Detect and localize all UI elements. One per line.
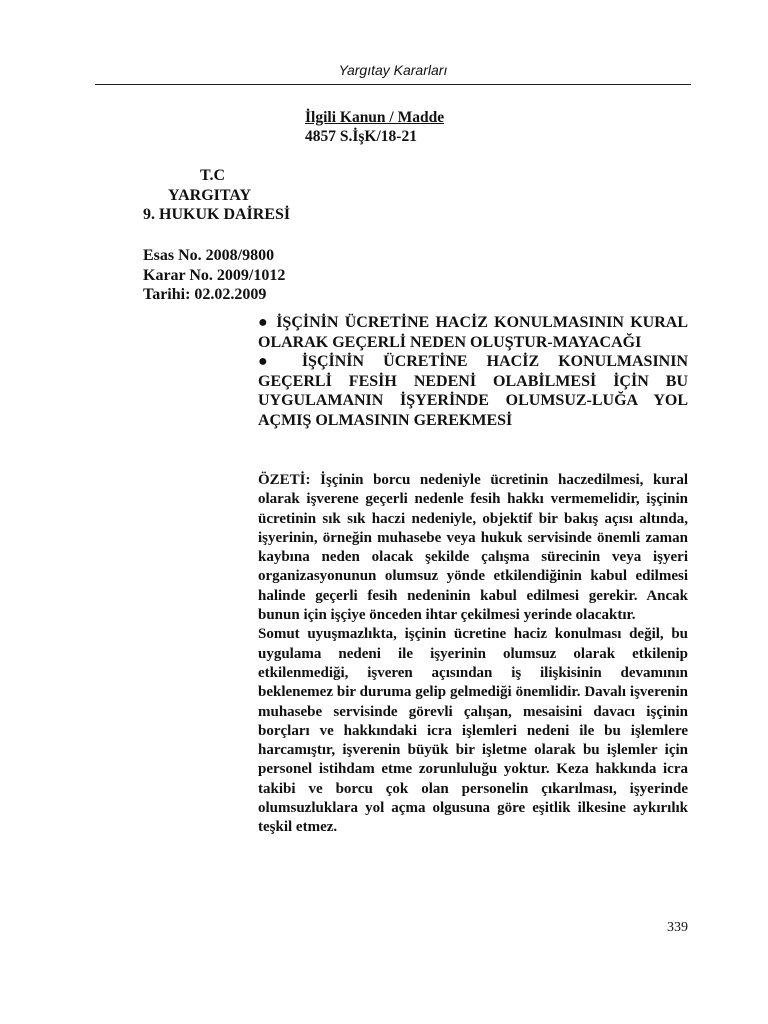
heading-1: ● İŞÇİNİN ÜCRETİNE HACİZ KONULMASININ KURAL OLARAK GEÇERLİ NEDEN OLUŞTUR-MAYACAĞI: [258, 314, 688, 351]
case-date: Tarihi: 02.02.2009: [143, 286, 267, 303]
summary-paragraph-1: ÖZETİ: İşçinin borcu nedeniyle ücretinin haczedilmesi, kural olarak işverene geçerli nedenle fesih hakkı vermemelidir, işçinin ücretinin sık sık haczi nedeniyle, objektif bir bakış açısı altında, işyerinin, örneğin muhasebe veya hukuk servisinde önemli zaman kaybına neden olacak şekilde çalışma sürecinin veya işyeri organizasyonunun olumsuz yönde etkilendiğinin kabul edilmesi halinde geçerli fesih nedeninin kabul edilmesi gerekir. Ancak bunun için işçiye önceden ihtar çekilmesi yerinde olacaktır.: [258, 472, 688, 624]
page-number: 339: [667, 920, 688, 935]
case-esas-number: Esas No. 2008/9800: [143, 247, 275, 264]
running-header: Yargıtay Kararları: [338, 62, 448, 78]
court-block: [143, 166, 290, 225]
case-info: [143, 246, 285, 305]
summary-paragraph-2: Somut uyuşmazlıkta, işçinin ücretine haciz konulması değil, bu uygulama nedeni ile işyerinin olumsuz olarak etkilenip etkilenmediği, işveren açısından iş ilişkisinin devamının beklenemez bir duruma gelip gelmediği önemlidir. Davalı işverenin muhasebe servisinde görevli çalışan, mesaisini davacı işçinin borçları ve hakkındaki icra işlemleri nedeni ile bu işlemlere harcamıştır, işverenin büyük bir işletme olarak bu işlemler için personel istihdam etme zorunluluğu yoktur. Keza hakkında icra takibi ve borcu çok olan personelin çıkarılması, işyerinde olumsuzluklara yol açma olgusuna göre eşitlik ilkesine aykırılık teşkil etmez.: [258, 626, 688, 836]
decision-headings: [258, 313, 688, 430]
heading-2: ● İŞÇİNİN ÜCRETİNE HACİZ KONULMASININ GEÇERLİ FESİH NEDENİ OLABİLMESİ İÇİN BU UYGULAMANIN İŞYERİNDE OLUMSUZ-LUĞA YOL AÇMIŞ OLMASININ GEREKMESİ: [258, 353, 688, 429]
case-karar-number: Karar No. 2009/1012: [143, 266, 286, 284]
court-country: T.C: [200, 167, 226, 184]
court-chamber: 9. HUKUK DAİRESİ: [143, 206, 291, 223]
court-name: YARGITAY: [168, 186, 251, 204]
law-reference-value: 4857 S.İşK/18-21: [305, 128, 417, 145]
summary: [258, 471, 688, 838]
law-reference: [305, 108, 444, 146]
law-reference-label: İlgili Kanun / Madde: [305, 109, 445, 126]
header-divider: [95, 84, 691, 85]
